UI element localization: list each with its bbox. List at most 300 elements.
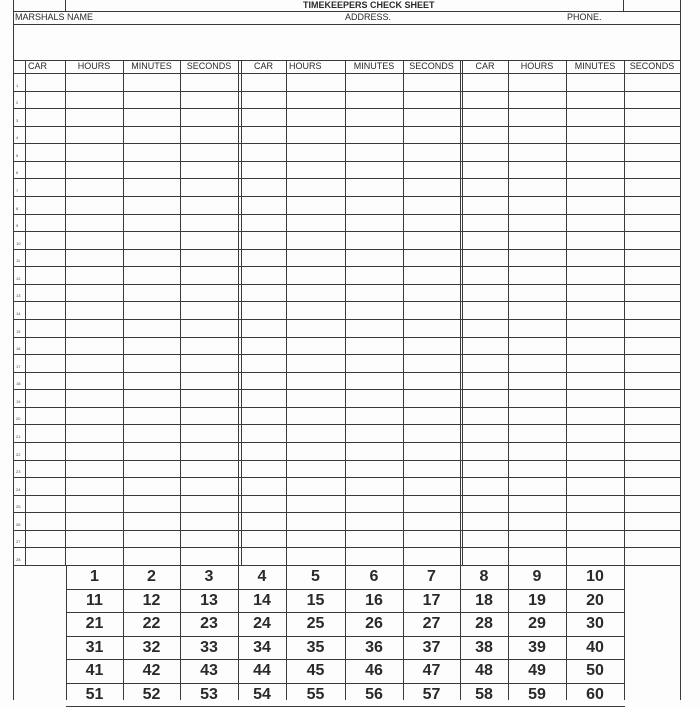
time-cell-input[interactable] — [182, 444, 240, 460]
time-cell-input[interactable] — [347, 408, 405, 424]
time-cell-input[interactable] — [405, 444, 462, 460]
time-cell-input[interactable] — [347, 549, 405, 565]
time-cell-input[interactable] — [125, 233, 182, 249]
time-cell-input[interactable] — [464, 426, 510, 442]
time-cell-input[interactable] — [288, 338, 347, 354]
time-cell-input[interactable] — [27, 127, 67, 143]
time-cell-input[interactable] — [405, 338, 462, 354]
time-cell-input[interactable] — [510, 180, 568, 196]
time-cell-input[interactable] — [464, 321, 510, 337]
car-number-cell[interactable]: 56 — [365, 686, 383, 703]
time-cell-input[interactable] — [182, 338, 240, 354]
time-cell-input[interactable] — [347, 250, 405, 266]
car-number-cell[interactable]: 19 — [528, 592, 546, 609]
time-cell-input[interactable] — [288, 373, 347, 389]
car-number-cell[interactable]: 37 — [422, 639, 441, 656]
time-cell-input[interactable] — [67, 338, 125, 354]
time-cell-input[interactable] — [464, 531, 510, 547]
time-cell-input[interactable] — [405, 285, 462, 301]
car-number-cell[interactable]: 42 — [142, 662, 161, 679]
time-cell-input[interactable] — [347, 426, 405, 442]
time-cell-input[interactable] — [626, 461, 682, 477]
time-cell-input[interactable] — [288, 303, 347, 319]
time-cell-input[interactable] — [347, 162, 405, 178]
marshals-name-field[interactable] — [15, 25, 339, 61]
time-cell-input[interactable] — [405, 373, 462, 389]
time-cell-input[interactable] — [182, 233, 240, 249]
time-cell-input[interactable] — [347, 496, 405, 512]
time-cell-input[interactable] — [243, 461, 288, 477]
time-cell-input[interactable] — [67, 75, 125, 91]
car-number-cell[interactable]: 29 — [528, 615, 546, 632]
time-cell-input[interactable] — [243, 479, 288, 495]
time-cell-input[interactable] — [27, 233, 67, 249]
time-cell-input[interactable] — [464, 268, 510, 284]
time-cell-input[interactable] — [405, 180, 462, 196]
car-number-cell[interactable]: 44 — [253, 662, 271, 679]
time-cell-input[interactable] — [125, 250, 182, 266]
time-cell-input[interactable] — [67, 373, 125, 389]
time-cell-input[interactable] — [464, 285, 510, 301]
time-cell-input[interactable] — [67, 408, 125, 424]
time-cell-input[interactable] — [27, 461, 67, 477]
time-cell-input[interactable] — [182, 373, 240, 389]
time-cell-input[interactable] — [243, 514, 288, 530]
car-number-cell[interactable]: 33 — [200, 639, 218, 656]
time-cell-input[interactable] — [464, 496, 510, 512]
time-cell-input[interactable] — [568, 75, 626, 91]
time-cell-input[interactable] — [27, 426, 67, 442]
time-cell-input[interactable] — [510, 92, 568, 108]
time-cell-input[interactable] — [288, 250, 347, 266]
time-cell-input[interactable] — [405, 496, 462, 512]
time-cell-input[interactable] — [405, 549, 462, 565]
time-cell-input[interactable] — [464, 444, 510, 460]
time-cell-input[interactable] — [125, 162, 182, 178]
time-cell-input[interactable] — [626, 268, 682, 284]
time-cell-input[interactable] — [405, 215, 462, 231]
time-cell-input[interactable] — [243, 268, 288, 284]
car-number-cell[interactable]: 7 — [427, 568, 436, 585]
car-number-cell[interactable]: 15 — [306, 592, 325, 609]
time-cell-input[interactable] — [568, 303, 626, 319]
car-number-cell[interactable]: 43 — [200, 662, 218, 679]
time-cell-input[interactable] — [510, 198, 568, 214]
time-cell-input[interactable] — [568, 496, 626, 512]
time-cell-input[interactable] — [510, 356, 568, 372]
time-cell-input[interactable] — [405, 356, 462, 372]
time-cell-input[interactable] — [67, 145, 125, 161]
car-number-cell[interactable]: 1 — [90, 568, 99, 585]
time-cell-input[interactable] — [125, 215, 182, 231]
time-cell-input[interactable] — [568, 92, 626, 108]
time-cell-input[interactable] — [347, 233, 405, 249]
time-cell-input[interactable] — [27, 250, 67, 266]
time-cell-input[interactable] — [568, 514, 626, 530]
time-cell-input[interactable] — [288, 514, 347, 530]
time-cell-input[interactable] — [405, 514, 462, 530]
time-cell-input[interactable] — [243, 408, 288, 424]
time-cell-input[interactable] — [67, 444, 125, 460]
time-cell-input[interactable] — [510, 75, 568, 91]
time-cell-input[interactable] — [125, 391, 182, 407]
time-cell-input[interactable] — [347, 198, 405, 214]
car-number-cell[interactable]: 53 — [200, 686, 218, 703]
time-cell-input[interactable] — [27, 496, 67, 512]
time-cell-input[interactable] — [405, 479, 462, 495]
time-cell-input[interactable] — [510, 479, 568, 495]
time-cell-input[interactable] — [67, 285, 125, 301]
time-cell-input[interactable] — [464, 338, 510, 354]
time-cell-input[interactable] — [27, 391, 67, 407]
time-cell-input[interactable] — [67, 496, 125, 512]
time-cell-input[interactable] — [568, 285, 626, 301]
time-cell-input[interactable] — [510, 549, 568, 565]
time-cell-input[interactable] — [27, 408, 67, 424]
time-cell-input[interactable] — [125, 444, 182, 460]
car-number-cell[interactable]: 39 — [528, 639, 546, 656]
car-number-cell[interactable]: 48 — [475, 662, 493, 679]
time-cell-input[interactable] — [125, 549, 182, 565]
car-number-cell[interactable]: 54 — [253, 686, 271, 703]
time-cell-input[interactable] — [626, 391, 682, 407]
time-cell-input[interactable] — [182, 215, 240, 231]
time-cell-input[interactable] — [27, 321, 67, 337]
time-cell-input[interactable] — [626, 426, 682, 442]
time-cell-input[interactable] — [125, 127, 182, 143]
time-cell-input[interactable] — [288, 145, 347, 161]
time-cell-input[interactable] — [27, 268, 67, 284]
time-cell-input[interactable] — [510, 496, 568, 512]
phone-field[interactable] — [565, 25, 681, 61]
time-cell-input[interactable] — [347, 268, 405, 284]
time-cell-input[interactable] — [568, 479, 626, 495]
time-cell-input[interactable] — [67, 531, 125, 547]
time-cell-input[interactable] — [67, 215, 125, 231]
time-cell-input[interactable] — [568, 444, 626, 460]
time-cell-input[interactable] — [125, 461, 182, 477]
time-cell-input[interactable] — [568, 198, 626, 214]
time-cell-input[interactable] — [288, 444, 347, 460]
time-cell-input[interactable] — [464, 162, 510, 178]
time-cell-input[interactable] — [510, 444, 568, 460]
time-cell-input[interactable] — [347, 127, 405, 143]
time-cell-input[interactable] — [67, 356, 125, 372]
car-number-cell[interactable]: 4 — [257, 568, 267, 585]
time-cell-input[interactable] — [405, 321, 462, 337]
time-cell-input[interactable] — [67, 479, 125, 495]
time-cell-input[interactable] — [510, 233, 568, 249]
time-cell-input[interactable] — [347, 303, 405, 319]
time-cell-input[interactable] — [568, 215, 626, 231]
car-number-cell[interactable]: 5 — [311, 568, 320, 585]
time-cell-input[interactable] — [243, 496, 288, 512]
car-number-cell[interactable]: 22 — [142, 615, 161, 632]
time-cell-input[interactable] — [27, 479, 67, 495]
time-cell-input[interactable] — [347, 180, 405, 196]
time-cell-input[interactable] — [27, 75, 67, 91]
time-cell-input[interactable] — [182, 426, 240, 442]
car-number-cell[interactable]: 34 — [253, 639, 271, 656]
time-cell-input[interactable] — [288, 162, 347, 178]
time-cell-input[interactable] — [243, 303, 288, 319]
car-number-cell[interactable]: 55 — [306, 686, 325, 703]
time-cell-input[interactable] — [626, 496, 682, 512]
time-cell-input[interactable] — [288, 479, 347, 495]
time-cell-input[interactable] — [405, 145, 462, 161]
time-cell-input[interactable] — [125, 303, 182, 319]
time-cell-input[interactable] — [510, 215, 568, 231]
time-cell-input[interactable] — [347, 215, 405, 231]
car-number-cell[interactable]: 35 — [306, 639, 325, 656]
time-cell-input[interactable] — [464, 514, 510, 530]
time-cell-input[interactable] — [27, 531, 67, 547]
time-cell-input[interactable] — [347, 531, 405, 547]
time-cell-input[interactable] — [125, 110, 182, 126]
car-number-cell[interactable]: 47 — [422, 662, 441, 679]
time-cell-input[interactable] — [568, 127, 626, 143]
time-cell-input[interactable] — [626, 549, 682, 565]
time-cell-input[interactable] — [182, 180, 240, 196]
time-cell-input[interactable] — [182, 285, 240, 301]
time-cell-input[interactable] — [243, 215, 288, 231]
car-number-cell[interactable]: 18 — [475, 592, 493, 609]
time-cell-input[interactable] — [27, 180, 67, 196]
time-cell-input[interactable] — [243, 198, 288, 214]
car-number-cell[interactable]: 32 — [142, 639, 161, 656]
time-cell-input[interactable] — [464, 127, 510, 143]
time-cell-input[interactable] — [288, 233, 347, 249]
time-cell-input[interactable] — [243, 531, 288, 547]
time-cell-input[interactable] — [626, 250, 682, 266]
time-cell-input[interactable] — [182, 461, 240, 477]
time-cell-input[interactable] — [125, 479, 182, 495]
time-cell-input[interactable] — [27, 285, 67, 301]
time-cell-input[interactable] — [510, 250, 568, 266]
time-cell-input[interactable] — [182, 321, 240, 337]
car-number-cell[interactable]: 14 — [253, 592, 271, 609]
time-cell-input[interactable] — [67, 391, 125, 407]
time-cell-input[interactable] — [288, 92, 347, 108]
time-cell-input[interactable] — [626, 338, 682, 354]
time-cell-input[interactable] — [510, 531, 568, 547]
time-cell-input[interactable] — [626, 198, 682, 214]
time-cell-input[interactable] — [626, 233, 682, 249]
car-number-cell[interactable]: 11 — [86, 592, 103, 609]
time-cell-input[interactable] — [125, 180, 182, 196]
time-cell-input[interactable] — [243, 285, 288, 301]
time-cell-input[interactable] — [464, 75, 510, 91]
time-cell-input[interactable] — [182, 268, 240, 284]
time-cell-input[interactable] — [405, 268, 462, 284]
time-cell-input[interactable] — [510, 514, 568, 530]
time-cell-input[interactable] — [510, 268, 568, 284]
time-cell-input[interactable] — [67, 514, 125, 530]
time-cell-input[interactable] — [288, 391, 347, 407]
time-cell-input[interactable] — [125, 145, 182, 161]
time-cell-input[interactable] — [347, 75, 405, 91]
time-cell-input[interactable] — [125, 92, 182, 108]
time-cell-input[interactable] — [125, 285, 182, 301]
time-cell-input[interactable] — [568, 549, 626, 565]
time-cell-input[interactable] — [182, 303, 240, 319]
car-number-cell[interactable]: 60 — [586, 686, 604, 703]
time-cell-input[interactable] — [27, 198, 67, 214]
time-cell-input[interactable] — [464, 303, 510, 319]
car-number-cell[interactable]: 3 — [204, 568, 214, 585]
time-cell-input[interactable] — [510, 127, 568, 143]
time-cell-input[interactable] — [243, 426, 288, 442]
car-number-cell[interactable]: 51 — [85, 686, 104, 703]
time-cell-input[interactable] — [243, 162, 288, 178]
time-cell-input[interactable] — [67, 303, 125, 319]
time-cell-input[interactable] — [568, 531, 626, 547]
time-cell-input[interactable] — [125, 531, 182, 547]
time-cell-input[interactable] — [67, 268, 125, 284]
car-number-cell[interactable]: 38 — [475, 639, 493, 656]
time-cell-input[interactable] — [405, 162, 462, 178]
time-cell-input[interactable] — [405, 250, 462, 266]
time-cell-input[interactable] — [347, 514, 405, 530]
car-number-cell[interactable]: 28 — [475, 615, 493, 632]
time-cell-input[interactable] — [243, 549, 288, 565]
time-cell-input[interactable] — [182, 356, 240, 372]
time-cell-input[interactable] — [288, 75, 347, 91]
time-cell-input[interactable] — [510, 321, 568, 337]
time-cell-input[interactable] — [243, 321, 288, 337]
time-cell-input[interactable] — [288, 531, 347, 547]
time-cell-input[interactable] — [27, 514, 67, 530]
time-cell-input[interactable] — [27, 338, 67, 354]
time-cell-input[interactable] — [243, 92, 288, 108]
time-cell-input[interactable] — [464, 250, 510, 266]
time-cell-input[interactable] — [464, 92, 510, 108]
time-cell-input[interactable] — [347, 373, 405, 389]
time-cell-input[interactable] — [626, 408, 682, 424]
time-cell-input[interactable] — [125, 373, 182, 389]
time-cell-input[interactable] — [243, 110, 288, 126]
car-number-cell[interactable]: 58 — [475, 686, 493, 703]
time-cell-input[interactable] — [626, 180, 682, 196]
time-cell-input[interactable] — [464, 110, 510, 126]
time-cell-input[interactable] — [67, 110, 125, 126]
time-cell-input[interactable] — [347, 145, 405, 161]
time-cell-input[interactable] — [288, 110, 347, 126]
time-cell-input[interactable] — [182, 514, 240, 530]
time-cell-input[interactable] — [347, 479, 405, 495]
time-cell-input[interactable] — [288, 496, 347, 512]
car-number-cell[interactable]: 13 — [200, 592, 218, 609]
time-cell-input[interactable] — [182, 549, 240, 565]
time-cell-input[interactable] — [67, 321, 125, 337]
time-cell-input[interactable] — [626, 479, 682, 495]
time-cell-input[interactable] — [27, 92, 67, 108]
time-cell-input[interactable] — [347, 461, 405, 477]
time-cell-input[interactable] — [510, 303, 568, 319]
time-cell-input[interactable] — [27, 444, 67, 460]
time-cell-input[interactable] — [464, 373, 510, 389]
time-cell-input[interactable] — [568, 145, 626, 161]
time-cell-input[interactable] — [405, 531, 462, 547]
time-cell-input[interactable] — [464, 215, 510, 231]
time-cell-input[interactable] — [243, 373, 288, 389]
time-cell-input[interactable] — [568, 110, 626, 126]
time-cell-input[interactable] — [626, 321, 682, 337]
time-cell-input[interactable] — [125, 514, 182, 530]
time-cell-input[interactable] — [27, 356, 67, 372]
car-number-cell[interactable]: 41 — [85, 662, 104, 679]
time-cell-input[interactable] — [288, 180, 347, 196]
time-cell-input[interactable] — [626, 92, 682, 108]
time-cell-input[interactable] — [243, 444, 288, 460]
time-cell-input[interactable] — [510, 162, 568, 178]
time-cell-input[interactable] — [405, 92, 462, 108]
address-field[interactable] — [340, 25, 564, 61]
time-cell-input[interactable] — [568, 250, 626, 266]
time-cell-input[interactable] — [626, 373, 682, 389]
time-cell-input[interactable] — [288, 268, 347, 284]
time-cell-input[interactable] — [125, 338, 182, 354]
time-cell-input[interactable] — [626, 303, 682, 319]
time-cell-input[interactable] — [568, 233, 626, 249]
time-cell-input[interactable] — [347, 391, 405, 407]
time-cell-input[interactable] — [405, 461, 462, 477]
time-cell-input[interactable] — [67, 127, 125, 143]
time-cell-input[interactable] — [510, 373, 568, 389]
time-cell-input[interactable] — [125, 321, 182, 337]
time-cell-input[interactable] — [182, 75, 240, 91]
time-cell-input[interactable] — [27, 110, 67, 126]
time-cell-input[interactable] — [464, 479, 510, 495]
time-cell-input[interactable] — [288, 408, 347, 424]
time-cell-input[interactable] — [464, 233, 510, 249]
time-cell-input[interactable] — [288, 356, 347, 372]
car-number-cell[interactable]: 2 — [147, 568, 156, 585]
car-number-cell[interactable]: 49 — [528, 662, 546, 679]
time-cell-input[interactable] — [568, 338, 626, 354]
time-cell-input[interactable] — [125, 408, 182, 424]
time-cell-input[interactable] — [288, 285, 347, 301]
time-cell-input[interactable] — [510, 338, 568, 354]
time-cell-input[interactable] — [182, 198, 240, 214]
time-cell-input[interactable] — [182, 391, 240, 407]
time-cell-input[interactable] — [288, 127, 347, 143]
time-cell-input[interactable] — [405, 408, 462, 424]
time-cell-input[interactable] — [510, 426, 568, 442]
time-cell-input[interactable] — [405, 233, 462, 249]
time-cell-input[interactable] — [626, 514, 682, 530]
time-cell-input[interactable] — [243, 127, 288, 143]
car-number-cell[interactable]: 23 — [200, 615, 218, 632]
time-cell-input[interactable] — [464, 549, 510, 565]
time-cell-input[interactable] — [568, 461, 626, 477]
time-cell-input[interactable] — [347, 285, 405, 301]
car-number-cell[interactable]: 31 — [85, 639, 104, 656]
time-cell-input[interactable] — [405, 426, 462, 442]
car-number-cell[interactable]: 9 — [532, 568, 542, 585]
time-cell-input[interactable] — [347, 321, 405, 337]
time-cell-input[interactable] — [626, 285, 682, 301]
time-cell-input[interactable] — [182, 531, 240, 547]
time-cell-input[interactable] — [67, 461, 125, 477]
time-cell-input[interactable] — [626, 356, 682, 372]
time-cell-input[interactable] — [464, 198, 510, 214]
time-cell-input[interactable] — [125, 75, 182, 91]
time-cell-input[interactable] — [67, 180, 125, 196]
time-cell-input[interactable] — [288, 426, 347, 442]
time-cell-input[interactable] — [510, 110, 568, 126]
time-cell-input[interactable] — [182, 162, 240, 178]
